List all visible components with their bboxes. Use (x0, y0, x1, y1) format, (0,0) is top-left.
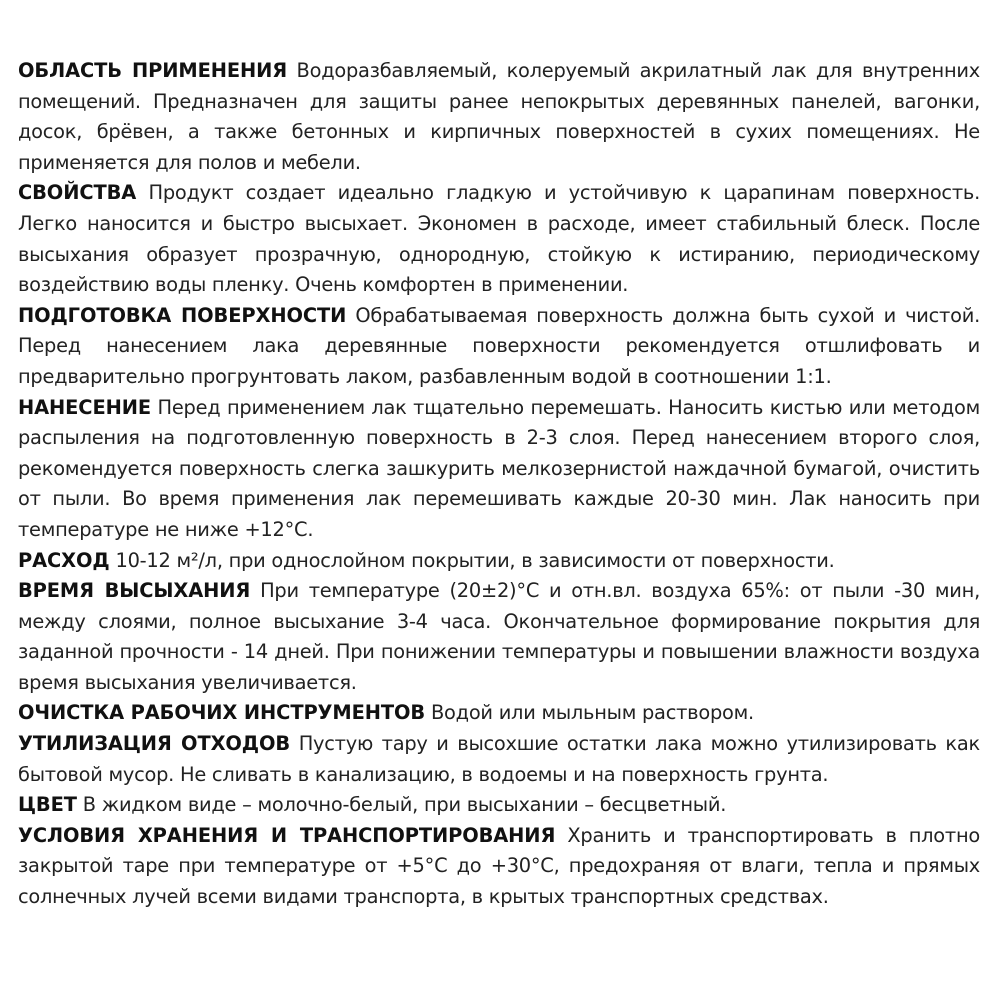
section-heading: ЦВЕТ (18, 793, 77, 817)
section-text: Водоразбавляемый, колеруемый акрилатный лак для внутренних помещений. Предназначен для защиты ранее непокрытых деревянных панелей, вагонки, досок, брёвен, а также бетонных и кирпичных поверхностей в сухих помещениях. Не применяется для полов и мебели. (18, 59, 980, 174)
section-surface-preparation (18, 301, 980, 393)
product-description-document (18, 56, 980, 913)
section-application-area (18, 56, 980, 178)
section-text: Хранить и транспортировать в плотно закрытой таре при температуре от +5°C до +30°C, предохраняя от влаги, тепла и прямых солнечных лучей всеми видами транспорта, в крытых транспортных средствах. (18, 823, 981, 909)
section-application (18, 393, 980, 546)
section-heading: СВОЙСТВА (18, 181, 137, 205)
section-text: 10-12 м²/л, при однослойном покрытии, в зависимости от поверхности. (115, 548, 835, 572)
section-text: Перед применением лак тщательно перемешать. Наносить кистью или методом распыления на подготовленную поверхность в 2-3 слоя. Перед нанесением второго слоя, рекомендуется поверхность слегка зашкурить мелкозернистой наждачной бумагой, очистить от пыли. Во время применения лак перемешивать каждые 20-30 мин. Лак наносить при температуре не ниже +12°C. (18, 395, 981, 541)
section-text: Пустую тару и высохшие остатки лака можно утилизировать как бытовой мусор. Не сливать в канализацию, в водоемы и на поверхность грунта. (18, 732, 980, 786)
section-text: В жидком виде – молочно-белый, при высыхании – бесцветный. (82, 793, 727, 817)
section-text: При температуре (20±2)°C и отн.вл. воздуха 65%: от пыли -30 мин, между слоями, полное высыхание 3-4 часа. Окончательное формирование покрытия для заданной прочности - 14 дней. При понижении температуры и повышении влажности воздуха время высыхания увеличивается. (18, 579, 980, 694)
section-heading: ВРЕМЯ ВЫСЫХАНИЯ (18, 579, 251, 603)
section-heading: УСЛОВИЯ ХРАНЕНИЯ И ТРАНСПОРТИРОВАНИЯ (18, 823, 556, 847)
section-properties (18, 178, 980, 300)
section-color (18, 790, 980, 821)
section-heading: НАНЕСЕНИЕ (18, 395, 151, 419)
section-consumption (18, 546, 980, 577)
section-waste-disposal (18, 729, 980, 790)
section-heading: ПОДГОТОВКА ПОВЕРХНОСТИ (18, 303, 347, 327)
section-tool-cleaning (18, 698, 980, 729)
section-heading: ОБЛАСТЬ ПРИМЕНЕНИЯ (18, 59, 288, 82)
section-text: Водой или мыльным раствором. (431, 701, 754, 725)
section-heading: ОЧИСТКА РАБОЧИХ ИНСТРУМЕНТОВ (18, 701, 426, 725)
section-text: Обрабатываемая поверхность должна быть сухой и чистой. Перед нанесением лака деревянные поверхности рекомендуется отшлифовать и предварительно прогрунтовать лаком, разбавленным водой в соотношении 1:1. (18, 303, 980, 388)
section-heading: РАСХОД (18, 548, 110, 572)
section-text: Продукт создает идеально гладкую и устойчивую к царапинам поверхность. Легко наносится и быстро высыхает. Экономен в расходе, имеет стабильный блеск. После высыхания образует прозрачную, однородную, стойкую к истиранию, периодическому воздействию воды пленку. Очень комфортен в применении. (18, 181, 980, 297)
section-drying-time (18, 576, 980, 698)
section-heading: УТИЛИЗАЦИЯ ОТХОДОВ (18, 732, 291, 756)
section-storage-transport (18, 821, 980, 913)
